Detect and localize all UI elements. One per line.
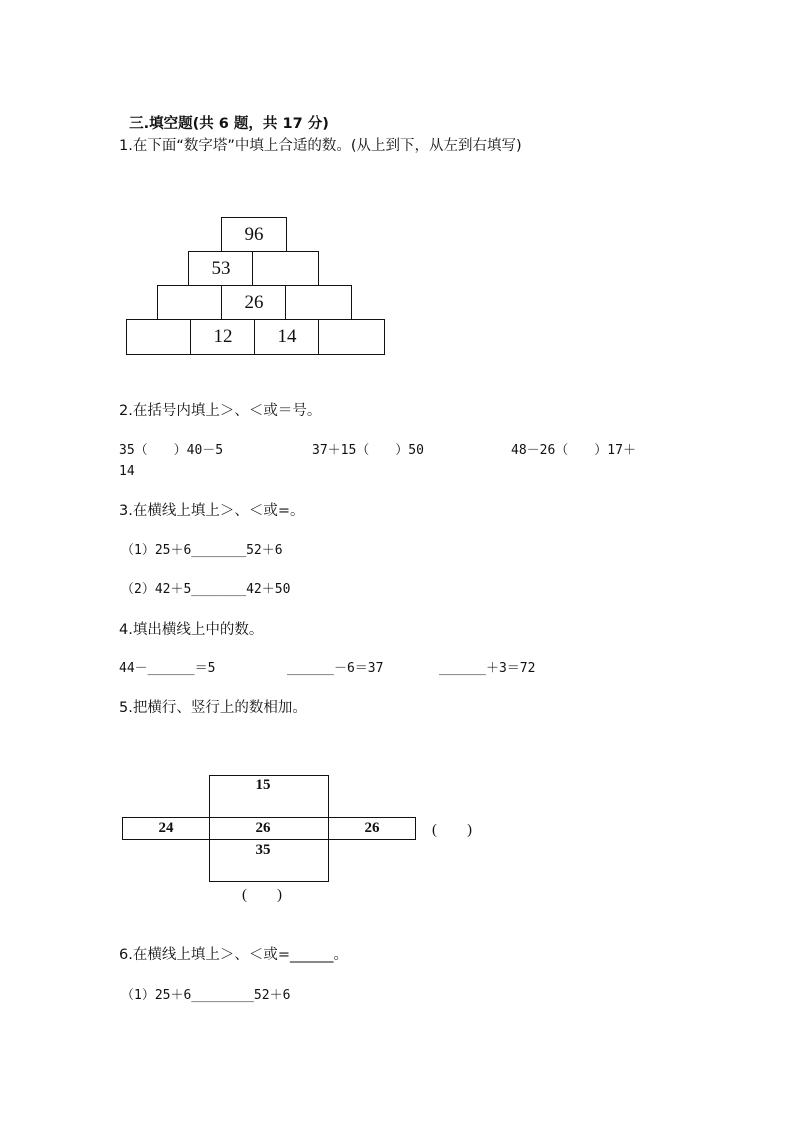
question-2-text: 2.在括号内填上＞、＜或＝号。: [119, 403, 322, 419]
pyramid-cell-r1-c1[interactable]: 96: [221, 217, 287, 253]
question-5-text: 5.把横行、竖行上的数相加。: [119, 700, 307, 716]
pyramid-cell-r4-c4[interactable]: [318, 319, 385, 355]
q3-item-2[interactable]: （2）42＋5_______42＋50: [121, 582, 291, 597]
section-title: [119, 97, 329, 133]
question-4-text: 4.填出横线上中的数。: [119, 622, 264, 638]
row-sum-blank[interactable]: ( ): [432, 822, 472, 838]
q6-item-1[interactable]: （1）25＋6________52＋6: [121, 988, 291, 1003]
cross-top-value: 15: [255, 777, 271, 793]
pyramid-cell-r3-c1[interactable]: [157, 285, 223, 321]
pyramid-cell-r4-c1[interactable]: [126, 319, 192, 355]
q2-item-2[interactable]: 37＋15（ ）50: [312, 443, 424, 458]
cross-center-value: 26: [255, 820, 271, 836]
pyramid-cell-r3-c3[interactable]: [285, 285, 352, 321]
q4-item-1[interactable]: 44－______＝5: [119, 661, 216, 676]
q2-item-3[interactable]: 48－26（ ）17＋: [511, 443, 636, 458]
pyramid-cell-r4-c3[interactable]: 14: [254, 319, 320, 355]
section-title-text: 填空题(共 6 题，共 17 分): [149, 116, 329, 132]
column-sum-blank[interactable]: ( ): [242, 887, 282, 903]
q4-item-3[interactable]: ______＋3＝72: [439, 661, 536, 676]
q2-item-3-wrap: 14: [119, 464, 135, 479]
q4-item-2[interactable]: ______－6＝37: [287, 661, 384, 676]
cross-bottom-value: 35: [255, 842, 271, 858]
question-3-text: 3.在横线上填上＞、＜或=。: [119, 503, 305, 519]
q2-item-1[interactable]: 35（ ）40－5: [119, 443, 224, 458]
section-prefix: 三.: [129, 116, 150, 132]
pyramid-cell-r2-c1[interactable]: 53: [188, 251, 254, 287]
question-1-text: 1.在下面“数字塔”中填上合适的数。(从上到下，从左到右填写): [119, 138, 522, 154]
pyramid-cell-r2-c2[interactable]: [252, 251, 319, 287]
pyramid-cell-r4-c2[interactable]: 12: [190, 319, 256, 355]
cross-left-value: 24: [158, 820, 174, 836]
q3-item-1[interactable]: （1）25＋6_______52＋6: [121, 543, 283, 558]
question-6-text: 6.在横线上填上＞、＜或=______。: [119, 947, 348, 963]
pyramid-cell-r3-c2[interactable]: 26: [221, 285, 287, 321]
cross-right-value: 26: [364, 820, 380, 836]
